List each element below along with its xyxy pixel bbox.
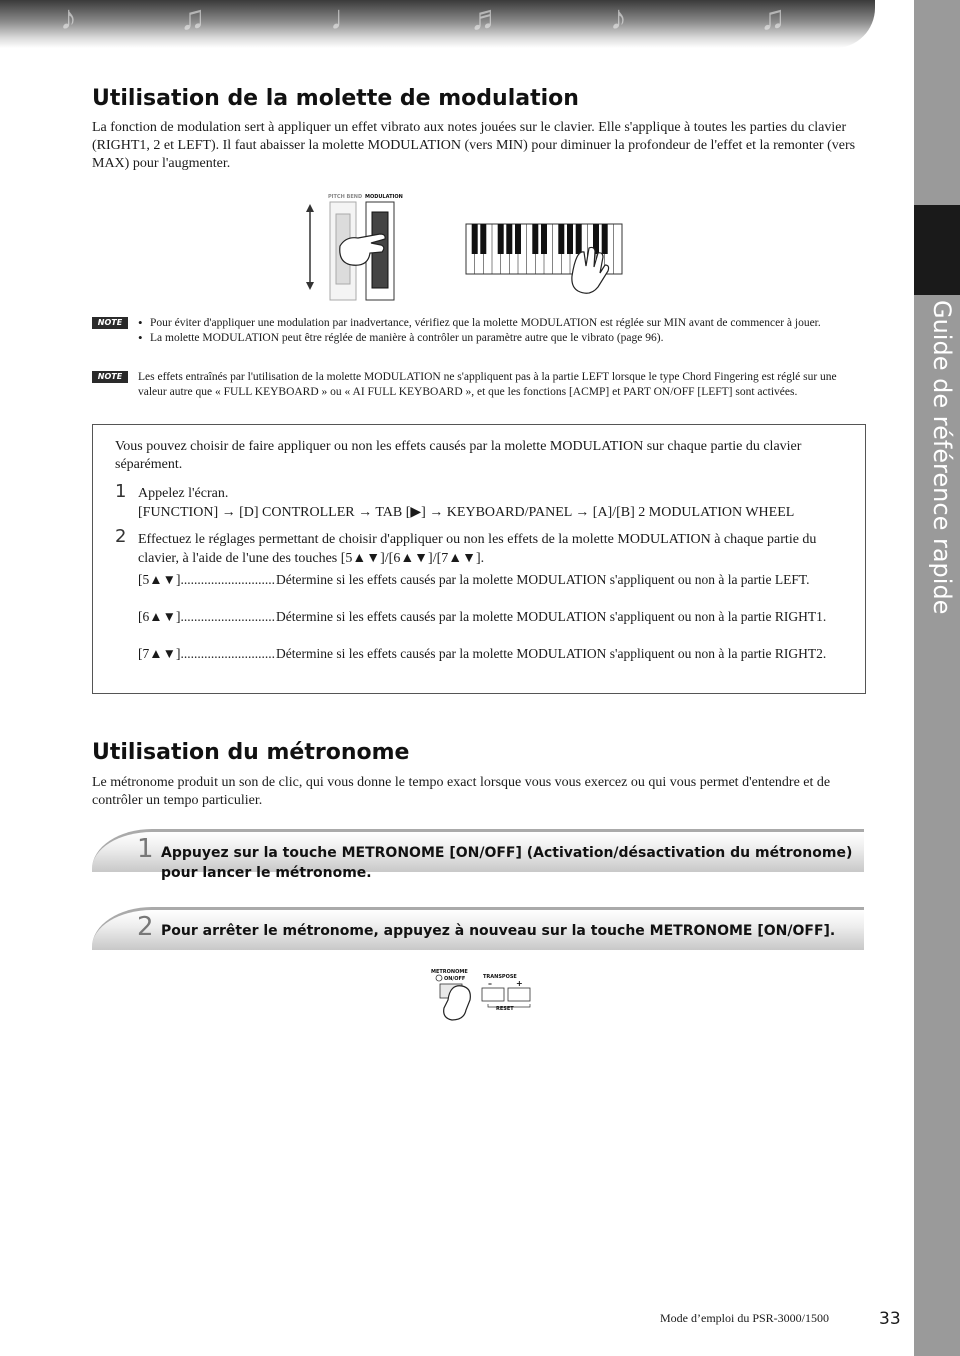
modulation-settings-box <box>92 424 866 694</box>
arrow-up-icon <box>306 204 314 212</box>
transpose-minus-button[interactable] <box>482 988 504 1001</box>
modulation-label: MODULATION <box>365 194 403 200</box>
transpose-label: TRANSPOSE <box>483 974 517 980</box>
metronome-led <box>436 975 442 981</box>
header-banner: ♪ ♫ ♩ ♬ ♪ ♫ <box>0 0 875 48</box>
side-bar <box>914 0 960 1356</box>
page-number: 33 <box>879 1309 901 1329</box>
box-step-2-number: 2 <box>115 526 127 547</box>
box-step-1-number: 1 <box>115 481 127 502</box>
choice-7-key: [7▲▼]............................ <box>138 646 275 661</box>
side-tab-marker <box>914 205 960 295</box>
box-step-1-text: Appelez l'écran. <box>138 486 229 501</box>
note-2-text: Les effets entraînés par l'utilisation de la molette MODULATION ne s'appliquent pas à la partie LEFT lorsque le type Chord Fingering est réglé sur une valeur autre que « FULL KEYBOARD » ou « AI FULL KEYBOARD », et que les fonctions [ACMP] et PART ON/OFF [LEFT] sont activées. <box>138 371 837 398</box>
box-intro: Vous pouvez choisir de faire appliquer ou non les effets causés par la molette MODULATION sur chaque partie du clavier séparément. <box>115 439 802 472</box>
metronome-step-1-text: Appuyez sur la touche METRONOME [ON/OFF] (Activation/désactivation du métronome) pour lancer le métronome. <box>161 845 853 881</box>
side-title-text: Guide de référence rapide <box>928 300 956 615</box>
side-title <box>918 300 956 640</box>
metronome-intro: Le métronome produit un son de clic, qui vous donne le tempo exact lorsque vous vous exercez ou qui vous permet d'entendre et de contrôler un tempo particulier. <box>92 775 831 808</box>
onoff-label: ON/OFF <box>444 976 466 982</box>
choice-5-key: [5▲▼]............................ <box>138 572 275 587</box>
metronome-step-2-number: 2 <box>137 912 154 942</box>
choice-7-desc: Détermine si les effets causés par la molette MODULATION s'appliquent ou non à la partie RIGHT2. <box>276 646 827 661</box>
box-step-2-text: Effectuez le réglages permettant de choisir d'appliquer ou non les effets de la molette MODULATION à chaque partie du clavier, à l'aide de l'une des touches [5▲▼]/[6▲▼]/[7▲▼]. <box>138 532 817 566</box>
modulation-wheel-figure <box>300 188 630 303</box>
note-1-text <box>138 316 864 346</box>
choice-6-key: [6▲▼]............................ <box>138 609 275 624</box>
choice-5-desc: Détermine si les effets causés par la molette MODULATION s'appliquent ou non à la partie LEFT. <box>276 572 810 587</box>
metronome-panel-figure <box>428 964 540 1028</box>
box-step-1-path: [FUNCTION] → [D] CONTROLLER → TAB [▶] → KEYBOARD/PANEL → [A]/[B] 2 MODULATION WHEEL <box>138 505 795 520</box>
arrow-down-icon <box>306 282 314 290</box>
transpose-plus-button[interactable] <box>508 988 530 1001</box>
footer-label: Mode d’emploi du PSR-3000/1500 <box>660 1311 830 1325</box>
transpose-plus-label: + <box>516 979 523 988</box>
metronome-step-1-number: 1 <box>137 834 154 864</box>
modulation-intro: La fonction de modulation sert à appliquer un effet vibrato aux notes jouées sur le clavier. Elle s'applique à toutes les parties du clavier (RIGHT1, 2 et LEFT). Il faut abaisser la molette MODULATION (vers MIN) pour diminuer la profondeur de l'effet et la remonter (vers MAX) pour l'augmenter. <box>92 120 856 171</box>
section-title-metronome: Utilisation du métronome <box>92 740 410 765</box>
note-icon: NOTE <box>92 371 128 383</box>
pitch-bend-label: PITCH BEND <box>328 194 363 200</box>
note-1-bullet-2: • La molette MODULATION peut être réglée de manière à contrôler un paramètre autre que le vibrato (page 96). <box>138 331 864 346</box>
note-icon: NOTE <box>92 317 128 329</box>
note-1-bullet-1: • Pour éviter d'appliquer une modulation par inadvertance, vérifiez que la molette MODULATION est réglée sur MIN avant de commencer à jouer. <box>138 316 864 331</box>
transpose-minus-label: – <box>488 979 492 988</box>
reset-label: RESET <box>496 1006 514 1012</box>
section-title-modulation: Utilisation de la molette de modulation <box>92 86 579 111</box>
choice-6-desc: Détermine si les effets causés par la molette MODULATION s'appliquent ou non à la partie RIGHT1. <box>276 609 827 624</box>
metronome-label: METRONOME <box>431 969 468 975</box>
metronome-step-2-text: Pour arrêter le métronome, appuyez à nouveau sur la touche METRONOME [ON/OFF]. <box>161 923 836 939</box>
